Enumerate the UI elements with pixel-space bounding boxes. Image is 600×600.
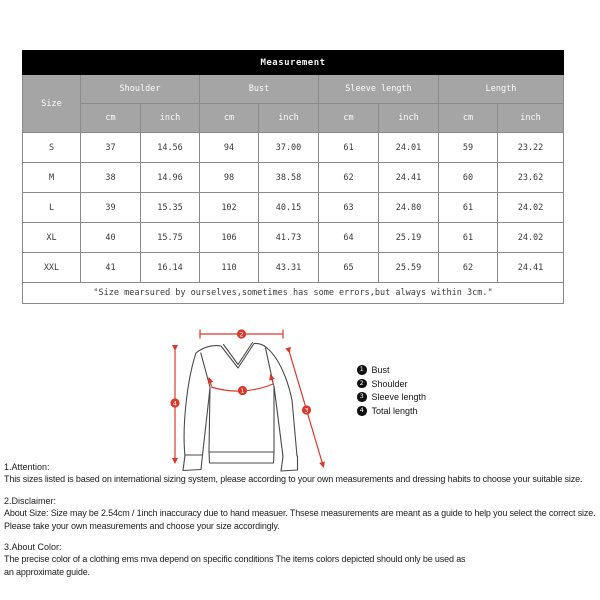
measurement-cell: 39 <box>81 193 141 223</box>
size-chart <box>22 50 564 304</box>
svg-text:2: 2 <box>239 330 244 339</box>
section-text-line: This sizes listed is based on international sizing system, please according to your own measurements and dressing habits to choose your suitable size. <box>4 474 583 485</box>
measurement-cell: 38.58 <box>259 163 319 193</box>
size-label-cell: L <box>23 193 81 223</box>
col-header-sleeve-length: Sleeve length <box>319 75 439 104</box>
measurement-cell: 24.41 <box>498 253 564 283</box>
legend-label: Total length <box>371 405 418 416</box>
measurement-cell: 61 <box>439 223 498 253</box>
legend-item <box>357 379 426 389</box>
measurement-cell: 106 <box>200 223 259 253</box>
table-note-row <box>23 283 564 304</box>
measurement-cell: 62 <box>439 253 498 283</box>
measurement-cell: 15.75 <box>141 223 200 253</box>
unit-header-cell: inch <box>259 104 319 133</box>
measurement-cell: 62 <box>319 163 379 193</box>
unit-header-cell: inch <box>498 104 564 133</box>
section-heading: 1.Attention: <box>4 462 50 472</box>
svg-text:3: 3 <box>304 406 309 415</box>
size-label-cell: S <box>23 133 81 163</box>
measurement-cell: 14.96 <box>141 163 200 193</box>
legend-label: Shoulder <box>371 378 408 389</box>
legend-num-icon: 3 <box>357 392 367 402</box>
measurement-cell: 65 <box>319 253 379 283</box>
table-row <box>23 253 564 283</box>
table-note: "Size mearsured by ourselves,sometimes has some errors,but always within 3cm." <box>23 283 564 304</box>
size-chart-table <box>22 50 564 304</box>
measurement-cell: 102 <box>200 193 259 223</box>
section-text-line: an approximate guide. <box>4 566 90 577</box>
col-header-shoulder: Shoulder <box>81 75 200 104</box>
table-row <box>23 223 564 253</box>
unit-header-cell: inch <box>379 104 439 133</box>
diagram-legend <box>357 365 426 419</box>
measurement-cell: 24.01 <box>379 133 439 163</box>
section-text-line: Please take your own measurements and choose your size accordingly. <box>4 520 280 531</box>
legend-item <box>357 365 426 375</box>
measurement-cell: 38 <box>81 163 141 193</box>
table-row <box>23 133 564 163</box>
measurement-cell: 94 <box>200 133 259 163</box>
measurement-cell: 25.19 <box>379 223 439 253</box>
arrow-markers <box>170 329 311 414</box>
unit-header-cell: cm <box>81 104 141 133</box>
legend-item <box>357 392 426 402</box>
legend-num-icon: 2 <box>357 379 367 389</box>
measurement-cell: 63 <box>319 193 379 223</box>
measurement-cell: 43.31 <box>259 253 319 283</box>
unit-header-cell: inch <box>141 104 200 133</box>
measurement-cell: 24.02 <box>498 223 564 253</box>
legend-item <box>357 406 426 416</box>
legend-label: Bust <box>371 365 390 375</box>
table-title-row <box>23 51 564 75</box>
legend-num-icon: 4 <box>357 406 367 416</box>
measurement-cell: 40.15 <box>259 193 319 223</box>
col-header-length: Length <box>439 75 564 104</box>
measurement-cell: 24.02 <box>498 193 564 223</box>
measurement-cell: 64 <box>319 223 379 253</box>
measurement-cell: 24.41 <box>379 163 439 193</box>
unit-header-cell: cm <box>319 104 379 133</box>
section-heading: 2.Disclaimer: <box>4 495 57 506</box>
size-label-cell: XL <box>23 223 81 253</box>
measurement-cell: 61 <box>319 133 379 163</box>
table-row <box>23 193 564 223</box>
measurement-cell: 23.22 <box>498 133 564 163</box>
table-title: Measurement <box>23 51 564 75</box>
section-text-line: The precise color of a clothing ems mva depend on specific conditions The items colors depicted should only be used as <box>4 554 466 565</box>
measurement-cell: 37.00 <box>259 133 319 163</box>
table-body <box>23 133 564 283</box>
measurement-cell: 14.56 <box>141 133 200 163</box>
info-section <box>4 495 598 532</box>
unit-header-cell: cm <box>439 104 498 133</box>
sweater-measurement-diagram <box>125 322 345 477</box>
info-sections <box>4 461 598 587</box>
measurement-cell: 25.59 <box>379 253 439 283</box>
measurement-cell: 24.80 <box>379 193 439 223</box>
section-heading: 3.About Color: <box>4 542 62 553</box>
measurement-cell: 37 <box>81 133 141 163</box>
measurement-cell: 59 <box>439 133 498 163</box>
size-label-cell: XXL <box>23 253 81 283</box>
measurement-cell: 23.62 <box>498 163 564 193</box>
measurement-cell: 110 <box>200 253 259 283</box>
svg-text:1: 1 <box>240 386 245 395</box>
col-header-bust: Bust <box>200 75 319 104</box>
size-label-cell: M <box>23 163 81 193</box>
measurement-cell: 60 <box>439 163 498 193</box>
measurement-cell: 41 <box>81 253 141 283</box>
section-text-line: About Size: Size may be 2.54cm / 1inch inaccuracy due to hand measuer. Thsese measurements are meant as a guide to help you select the correct size. <box>4 508 596 519</box>
info-section <box>4 461 598 486</box>
measurement-cell: 41.73 <box>259 223 319 253</box>
svg-text:4: 4 <box>172 399 178 408</box>
measurement-cell: 16.14 <box>141 253 200 283</box>
info-section <box>4 541 598 578</box>
table-group-header-row <box>23 75 564 104</box>
unit-header-cell: cm <box>200 104 259 133</box>
measurement-cell: 61 <box>439 193 498 223</box>
legend-label: Sleeve length <box>371 392 427 403</box>
table-unit-header-row <box>23 104 564 133</box>
measurement-cell: 15.35 <box>141 193 200 223</box>
col-header-size: Size <box>23 75 81 133</box>
legend-num-icon: 1 <box>357 365 367 375</box>
sweater-outline <box>183 343 298 472</box>
measurement-cell: 40 <box>81 223 141 253</box>
measurement-cell: 98 <box>200 163 259 193</box>
table-row <box>23 163 564 193</box>
